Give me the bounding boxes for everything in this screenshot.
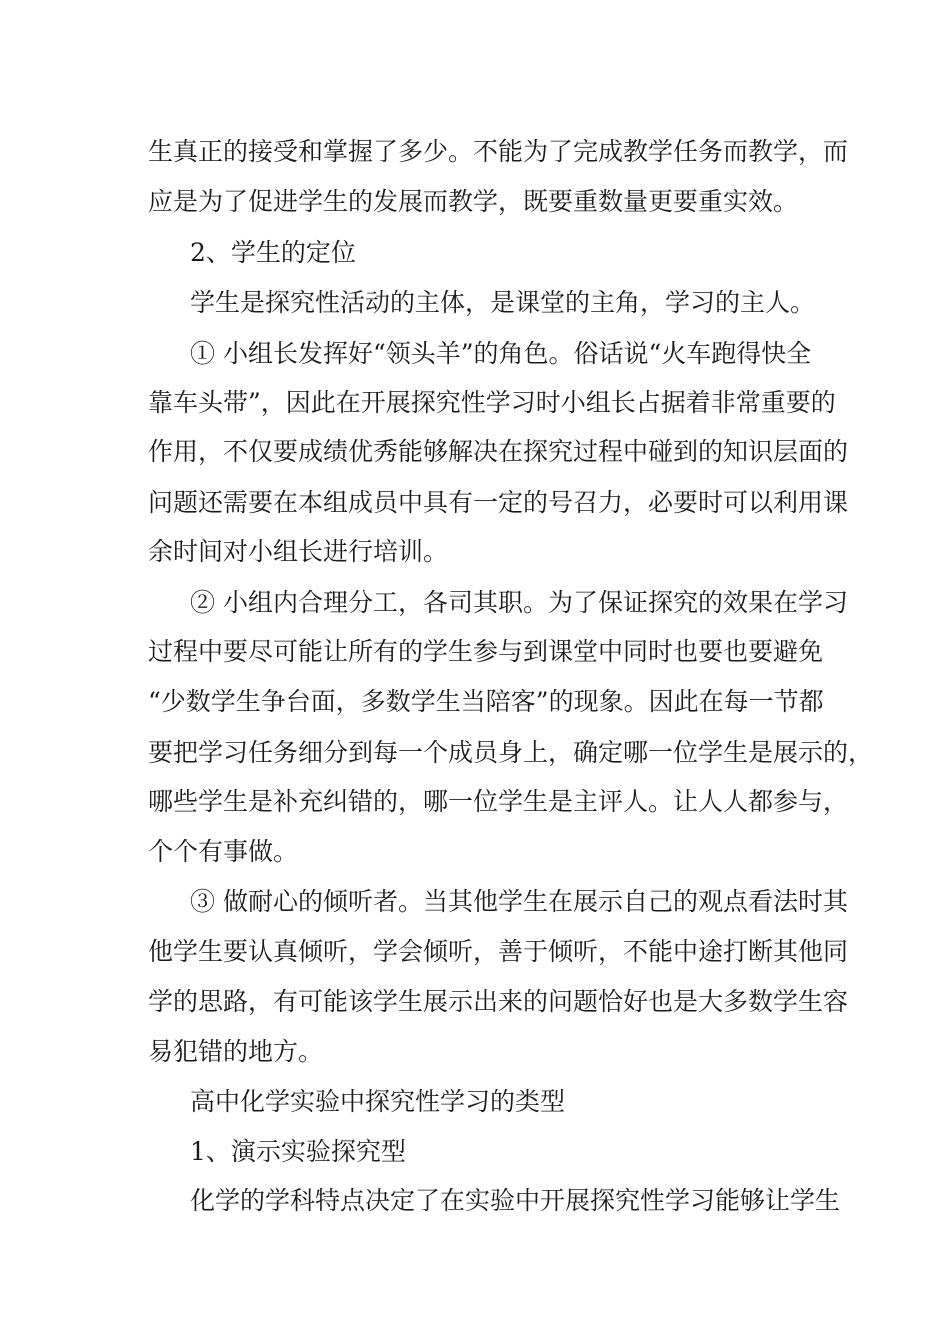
body-line: 哪些学生是补充纠错的，哪一位学生是主评人。让人人都参与， <box>148 787 849 816</box>
body-line: 余时间对小组长进行培训。 <box>148 537 449 566</box>
body-line: 个个有事做。 <box>148 837 299 866</box>
list-item-line: ① 小组长发挥好“领头羊”的角色。俗话说“火车跑得快全 <box>190 339 812 368</box>
body-line: 学的思路，有可能该学生展示出来的问题恰好也是大多数学生容 <box>148 987 849 1016</box>
section-heading: 2、学生的定位 <box>190 238 356 267</box>
body-line: 学生是探究性活动的主体，是课堂的主角，学习的主人。 <box>190 288 816 317</box>
body-line: 问题还需要在本组成员中具有一定的号召力，必要时可以利用课 <box>148 488 849 517</box>
body-line: 作用，不仅要成绩优秀能够解决在探究过程中碰到的知识层面的 <box>148 437 849 466</box>
body-line: 易犯错的地方。 <box>148 1037 324 1066</box>
body-line: 生真正的接受和掌握了多少。不能为了完成教学任务而教学，而 <box>148 137 849 166</box>
list-item-line: ② 小组内合理分工，各司其职。为了保证探究的效果在学习 <box>190 588 848 617</box>
section-heading: 高中化学实验中探究性学习的类型 <box>190 1087 566 1116</box>
body-line: 化学的学科特点决定了在实验中开展探究性学习能够让学生 <box>190 1186 841 1215</box>
body-line: 要把学习任务细分到每一个成员身上，确定哪一位学生是展示的， <box>148 738 874 767</box>
body-line: “少数学生争台面，多数学生当陪客”的现象。因此在每一节都 <box>148 687 824 716</box>
section-heading: 1、演示实验探究型 <box>190 1137 406 1166</box>
body-line: 过程中要尽可能让所有的学生参与到课堂中同时也要也要避免 <box>148 637 824 666</box>
body-line: 靠车头带”，因此在开展探究性学习时小组长占据着非常重要的 <box>148 388 836 417</box>
body-line: 他学生要认真倾听，学会倾听，善于倾听，不能中途打断其他同 <box>148 937 849 966</box>
list-item-line: ③ 做耐心的倾听者。当其他学生在展示自己的观点看法时其 <box>190 887 848 916</box>
body-line: 应是为了促进学生的发展而教学，既要重数量更要重实效。 <box>148 187 799 216</box>
